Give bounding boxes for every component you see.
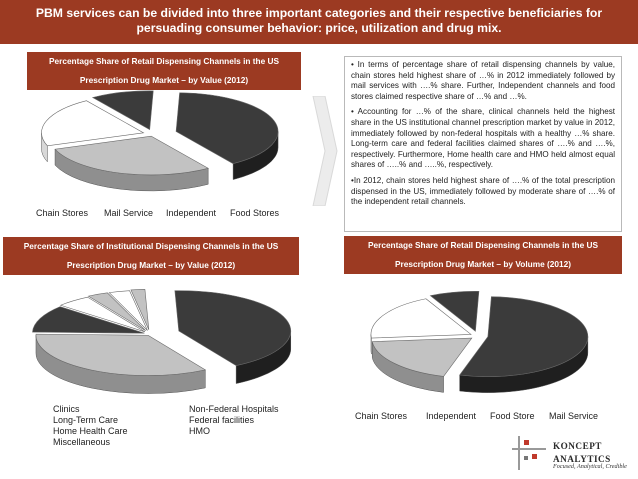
legend-item: Mail Service (104, 208, 154, 218)
insight-paragraph: •In 2012, chain stores held highest share of ….% of the total prescription dispensed in the US, immediately followed by moderate share of ….% of the independent retail channels. (351, 175, 615, 207)
insight-paragraph: • Accounting for …% of the share, clinical channels held the highest share in the US institutional channel prescription market by value in 2012, immediately followed by non-federal hospitals with a healthy …% share. Long-term care and federal facilities claimed shares of ….% and ….%, respectively. Furthermore, Home health care and HMO held almost equal shares of …..% and …..%, respectively. (351, 107, 615, 170)
retail-volume-pie (344, 282, 622, 400)
legend-item: Independent (166, 208, 217, 218)
koncept-analytics-logo (512, 434, 632, 474)
retail-value-panel-title: Percentage Share of Retail Dispensing Channels in the US Prescription Drug Market – by Value (2012) (27, 52, 301, 90)
page-title-line2: persuading consumer behavior: price, utilization and drug mix. (136, 21, 502, 35)
legend-item: Chain Stores (355, 411, 408, 421)
legend-item: Food Store (490, 411, 535, 421)
pie-slice (372, 338, 472, 392)
pie-slice (55, 136, 208, 191)
legend-item: Federal facilities (189, 415, 255, 425)
institutional-value-pie (10, 282, 300, 402)
legend-item: Clinics (53, 404, 80, 414)
pie-slice (36, 334, 205, 393)
legend-item: Independent (426, 411, 477, 421)
chevron-arrow-icon (311, 96, 339, 211)
legend-item: Food Stores (230, 208, 280, 218)
legend-item: HMO (189, 426, 210, 436)
logo-mark-icon (512, 434, 548, 472)
pie-slice (460, 297, 588, 393)
retail-volume-chart (344, 282, 622, 402)
insight-paragraph: • In terms of percentage share of retail dispensing channels by value, chain stores held highest share of …% in 2012 immediately followed by mail services with ….% share. Further, Independent channels and food stores claimed respective share of …% and …%. (351, 60, 615, 101)
retail-value-chart (27, 90, 301, 222)
page-title-banner (0, 0, 638, 44)
institutional-value-panel-title: Percentage Share of Institutional Dispensing Channels in the US Prescription Drug Market – by Value (2012) (3, 237, 299, 275)
legend-item: Mail Service (549, 411, 599, 421)
logo-tagline: Focused, Analytical, Credible (553, 463, 627, 470)
retail-value-pie (27, 90, 301, 208)
legend-item: Long-Term Care (53, 415, 119, 425)
institutional-value-chart (10, 282, 300, 404)
legend-item: Chain Stores (36, 208, 89, 218)
legend-item: Home Health Care (53, 426, 128, 436)
legend-item: Non-Federal Hospitals (189, 404, 279, 414)
logo-name: KONCEPT ANALYTICS (553, 441, 611, 464)
legend-item: Miscellaneous (53, 437, 111, 447)
insights-text-box (344, 56, 622, 232)
page-title-line1: PBM services can be divided into three important categories and their respective beneficiaries for (35, 6, 603, 20)
retail-volume-panel-title: Percentage Share of Retail Dispensing Channels in the US Prescription Drug Market – by Volume (2012) (344, 236, 622, 274)
